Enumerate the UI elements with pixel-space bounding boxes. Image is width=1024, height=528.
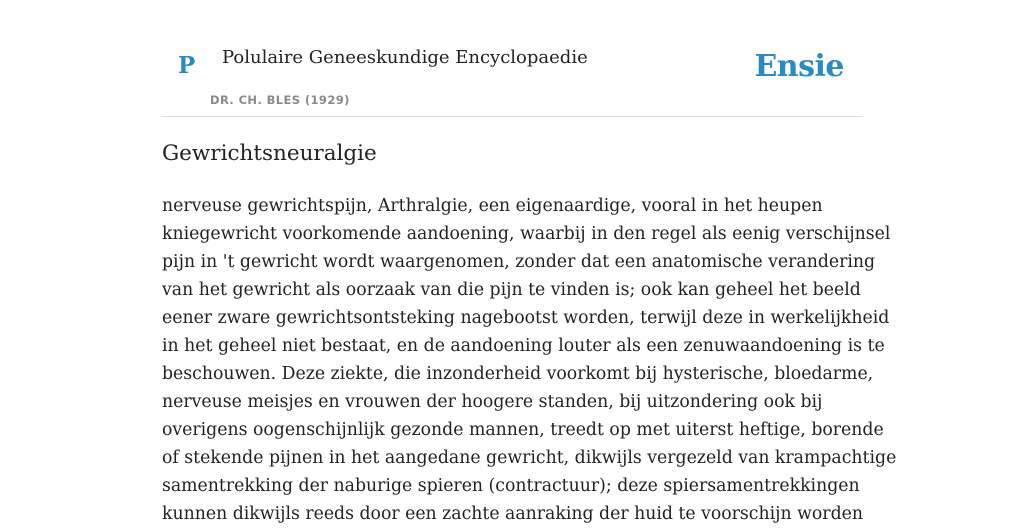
brand-logo-link[interactable]: Ensie bbox=[754, 49, 844, 84]
header bbox=[162, 0, 862, 117]
article-line: of stekende pijnen in het aangedane gewricht, dikwijls vergezeld van krampachtige bbox=[162, 448, 897, 468]
article-line: samentrekking der naburige spieren (contractuur); deze spiersamentrekkingen bbox=[162, 476, 860, 496]
article-line: nerveuse meisjes en vrouwen der hoogere standen, bij uitzondering ook bij bbox=[162, 392, 823, 412]
article-line: overigens oogenschijnlijk gezonde mannen, treedt op met uiterst heftige, borende bbox=[162, 420, 884, 440]
article-line: eener zware gewrichtsontsteking nagebootst worden, terwijl deze in werkelijkheid bbox=[162, 308, 890, 328]
article-line: pijn in 't gewricht wordt waargenomen, zonder dat een anatomische verandering bbox=[162, 252, 876, 272]
article-line: in het geheel niet bestaat, en de aandoening louter als een zenuwaandoening is te bbox=[162, 336, 885, 356]
source-title-link[interactable]: Polulaire Geneeskundige Encyclopaedie bbox=[222, 47, 588, 68]
article-line: beschouwen. Deze ziekte, die inzonderheid voorkomt bij hysterische, bloedarme, bbox=[162, 364, 874, 384]
source-logo-icon[interactable]: P bbox=[178, 52, 196, 79]
article-line: nerveuse gewrichtspijn, Arthralgie, een eigenaardige, vooral in het heupen bbox=[162, 196, 823, 216]
article-line: kunnen dikwijls reeds door een zachte aanraking der huid te voorschijn worden bbox=[162, 504, 863, 524]
source-author: DR. CH. BLES (1929) bbox=[210, 93, 350, 107]
article-line: van het gewricht als oorzaak van die pijn te vinden is; ook kan geheel het beeld bbox=[162, 280, 861, 300]
article-title: Gewrichtsneuralgie bbox=[162, 141, 377, 166]
article-body bbox=[162, 192, 897, 528]
article-line: kniegewricht voorkomende aandoening, waarbij in den regel als eenig verschijnsel bbox=[162, 224, 891, 244]
